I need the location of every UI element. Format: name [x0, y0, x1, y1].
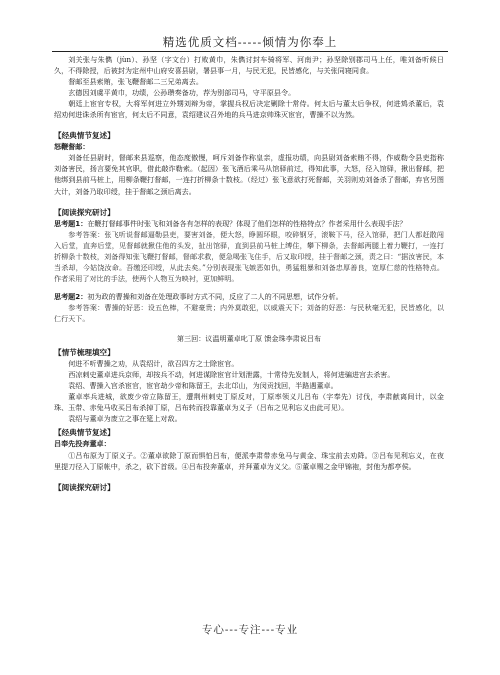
plot-title-lu-bu: 吕奉先投奔董卓： — [54, 439, 111, 449]
fill-in-line-4: 董卓率兵进城，欲废少帝立陈留王，遭荆州刺史丁原反对，丁原率领义儿吕布（字奉先）讨伐，李肃献离间计，以金珠、玉带、赤兔马收买吕布杀掉丁原，吕布转而投靠董卓为义子（吕布之见利忘义由此可见）。 — [54, 392, 444, 413]
header-rule — [52, 51, 448, 52]
section-heading-fill-in: 【情节梳理填空】 — [54, 348, 115, 358]
page-header: 精选优质文档-----倾情为你奉上 — [162, 35, 338, 49]
plot-title-whip-inspector: 怒鞭督邮： — [54, 142, 90, 152]
section-heading-plot-retell: 【经典情节复述】 — [54, 131, 115, 141]
page-footer: 专心---专注---专业 — [201, 624, 299, 636]
section-heading-study-2: 【阅读探究研讨】 — [54, 482, 115, 492]
question-2-text: 初为政的曹操和刘备在处理政事时方式不同，反应了二人的不同思想，试作分析。 — [87, 291, 343, 301]
section-heading-study: 【阅读探究研讨】 — [54, 207, 115, 217]
fill-in-line-2: 西凉刺史董卓进兵京师，却按兵不动，何进谋除宦官计划泄露，十常侍先发制人，将何进骗进宫去杀害。 — [68, 370, 395, 380]
fill-in-line-1: 何进不听曹操之劝，从袁绍计，欲召四方之士除宦官。 — [68, 359, 239, 369]
intro-paragraph-4: 朝廷上宦官专权，大将军何进立外甥刘辩为帝，掌握兵权后决定剿除十常侍。何太后与董太后争权，何进鸩杀董后，袁绍劝何进诛杀所有宦官，何太后不同意，袁绍建议召外地的兵马进京帅珠灭宦官，曹操不以为然。 — [54, 99, 444, 120]
intro-paragraph-2: 督邮至县索贿，张飞鞭督邮二三兄弟离去。 — [68, 77, 203, 87]
fill-in-line-3: 袁绍、曹操入宫杀宦官，宦官劫少帝和陈留王，去北邙山，为闵贡找回，半路遇董卓。 — [68, 381, 338, 391]
question-1-text: 在鞭打督邮事件时张飞和刘备各有怎样的表现？体现了他们怎样的性格特点？作者采用什么表现手法？ — [87, 218, 407, 228]
question-2-label: 思考题2： — [54, 291, 88, 301]
spacer — [54, 197, 444, 204]
intro-paragraph-1: 刘关张与朱儁（jùn）、孙坚（字文台）打败黄巾，朱儁讨封车骑将军、河南尹；孙坚除别郡司马上任，唯刘备听候日久，不得除授，后被封为定州中山府安喜县尉，署县事一月，与民无犯，民皆感化，与关张同寝同食。 — [54, 55, 444, 76]
spacer — [54, 472, 444, 479]
document-body — [54, 54, 444, 493]
fill-in-line-5: 袁绍与董卓为废立之事在筵上对敌。 — [68, 414, 182, 424]
spacer — [54, 120, 444, 127]
plot-text-lu-bu: ①吕布原为丁原义子。②董卓欲除丁原而惧怕吕布，便派李肃带赤兔马与黄金、珠宝前去劝降。③吕布见利忘义，在夜里提刀径入丁原帐中，杀之，砍下首级。④吕布投奔董卓，并拜董卓为义父。⑤董卓赐之金甲锦袍，封他为都亭侯。 — [54, 450, 444, 471]
section-heading-plot-retell-2: 【经典情节复述】 — [54, 428, 115, 438]
question-1 — [54, 218, 444, 229]
answer-2: 参考答案：曹操的好恶：设五色棒，不避豪贵；内外莫敢犯，以威震天下；刘备的好恶：与民秋毫无犯，民皆感化，以仁行天下。 — [54, 302, 444, 323]
spacer — [54, 324, 444, 331]
intro-paragraph-3: 玄德因刘虞平黄巾，功绩，公孙瓒奏备功，荐为别部司马，守平原县令。 — [68, 88, 296, 98]
plot-text-whip-inspector: 刘备任县尉时，督邮来县巡察，他态度傲慢，呵斥刘备作称皇亲，虚报功绩，向县尉刘备索贿不得，作威勒令县吏指称刘备害民，扬言要免其官职，借此敲诈勒索。（起因）张飞酒后乘马从馆驿前过，得知此事，大怒，径入馆驿，揪出督邮，把他绑到县前马桩上，用柳条鞭打督邮，一连打折柳条十数枝。（经过）张飞意欲打死督邮，关羽则劝刘备杀了督邮，弃官另图大计，刘备乃取印绶，挂于督邮之颈后离去。 — [54, 153, 444, 196]
question-1-label: 思考题1： — [54, 218, 88, 228]
spacer — [54, 284, 444, 291]
chapter-3-title: 第三回：议温明董卓叱丁原 馈金珠李肃说吕布 — [176, 334, 322, 344]
question-2 — [54, 291, 444, 302]
answer-1: 参考答案：张飞听说督邮逼勒县吏，要害刘备，便大怒，睁圆环眼，咬碎钢牙，滚鞍下马，径入馆驿，把门人都赶散闯入后堂，直奔后堂，见督邮就揪住他的头发，扯出馆驿，直到县前马桩上缚住，攀下柳条，去督邮两腿上着力鞭打，一连打折柳条十数枝，刘备得知张飞鞭打督邮，督邮求救，便急喝张飞住手，后又取印绶，挂于督邮之颈，责之曰：“据汝害民，本当杀却，今姑饶汝命。吾缴还印绶，从此去矣。”分别表现张飞嫉恶如仇，勇猛粗暴和刘备忠厚善良，宽厚仁慈的性格特点。作者采用了对比的手法，使两个人物互为映衬，更加鲜明。 — [54, 229, 444, 283]
